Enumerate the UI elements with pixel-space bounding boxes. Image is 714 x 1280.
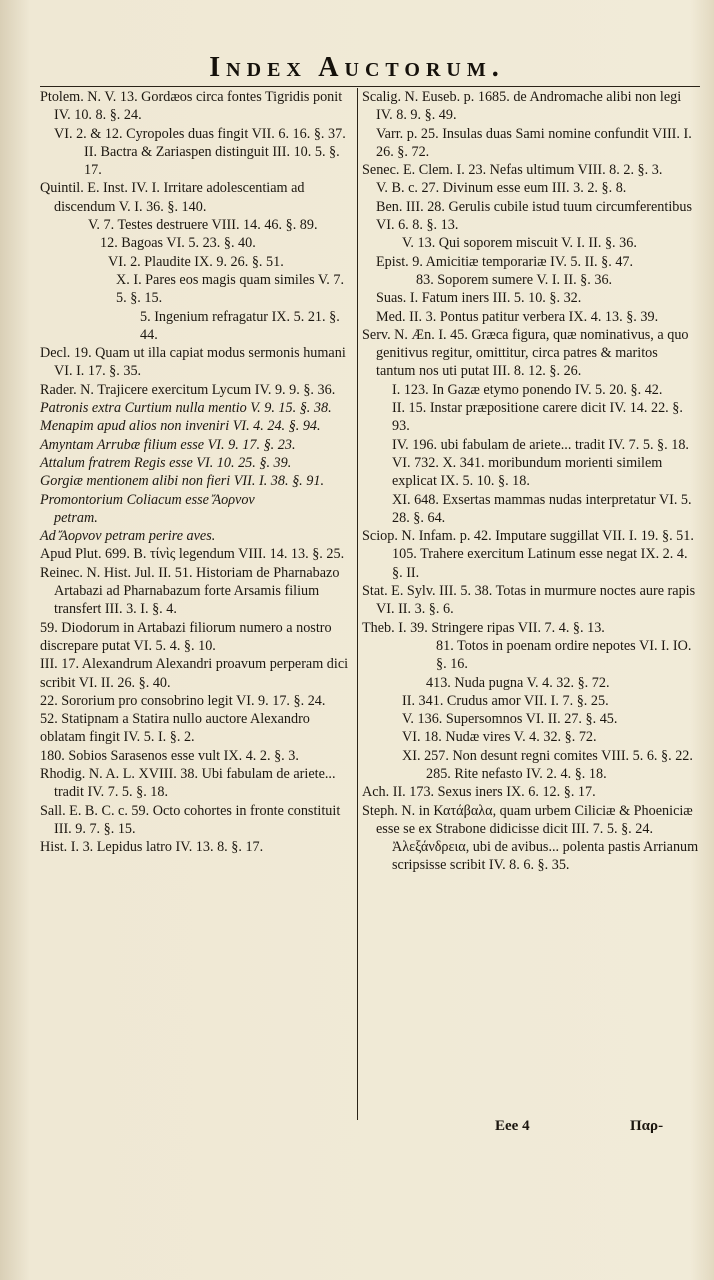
index-entry: V. B. c. 27. Divinum esse eum III. 3. 2. §. 8. (376, 180, 627, 197)
index-entry: Amyntam Arrubæ filium esse VI. 9. 17. §. 23. (40, 436, 296, 453)
index-entry: 105. Trahere exercitum Latinum esse negat IX. 2. 4. §. II. (392, 546, 688, 581)
index-entry: 59. Diodorum in Artabazi filiorum numero a nostro discrepare putat VI. 5. 4. §. 10. (40, 619, 332, 654)
index-entry: Theb. I. 39. Stringere ripas VII. 7. 4. §. 13. (362, 619, 605, 636)
index-entry: Reinec. N. Hist. Jul. II. 51. Historiam de Pharnabazo Artabazi ad Pharnabazum forte Arsamis filium transfert III. 3. I. §. 4. (40, 564, 340, 618)
index-entry: Ben. III. 28. Gerulis cubile istud tuum circumferentibus VI. 6. 8. §. 13. (376, 198, 692, 234)
index-entry: Steph. N. in Κατάβαλα, quam urbem Ciliciæ & Phoeniciæ esse se ex Strabone didicisse dicit III. 7. 5. §. 24. (362, 802, 693, 837)
index-entry: Ἀλεξάνδρεια, ubi de avibus... polenta pastis Arrianum scripsisse scribit IV. 8. 6. §. 35. (392, 839, 699, 874)
index-entry: Hist. I. 3. Lepidus latro IV. 13. 8. §. 17. (40, 839, 264, 856)
index-entry: Decl. 19. Quam ut illa capiat modus sermonis humani VI. I. 17. §. 35. (40, 345, 346, 380)
index-entry: 83. Soporem sumere V. I. II. §. 36. (416, 271, 613, 288)
index-entry: VI. 18. Nudæ vires V. 4. 32. §. 72. (402, 729, 597, 746)
column-divider (357, 88, 358, 1120)
index-entry: Epist. 9. Amicitiæ temporariæ IV. 5. II. §. 47. (376, 253, 634, 270)
index-entry: 5. Ingenium refragatur IX. 5. 21. §. 44. (140, 308, 340, 343)
index-entry: Quintil. E. Inst. IV. I. Irritare adolescentiam ad discendum V. I. 36. §. 140. (40, 180, 305, 215)
index-entry: II. Bactra & Zariaspen distinguit III. 10. 5. §. 17. (84, 143, 340, 179)
index-entry: Stat. E. Sylv. III. 5. 38. Totas in murmure noctes aure rapis VI. II. 3. §. 6. (362, 583, 696, 618)
catchword: Παρ- (630, 1118, 664, 1134)
index-entry: Sciop. N. Infam. p. 42. Imputare suggillat VII. I. 19. §. 51. (362, 528, 694, 545)
index-entry: Ptolem. N. V. 13. Gordæos circa fontes Tigridis ponit IV. 10. 8. §. 24. (40, 89, 343, 124)
index-entry: VI. 732. X. 341. moribundum morienti similem explicat IX. 5. 10. §. 18. (392, 454, 663, 490)
left-column (40, 88, 353, 856)
index-entry: 12. Bagoas VI. 5. 23. §. 40. (100, 235, 256, 252)
index-entry: Rader. N. Trajicere exercitum Lycum IV. 9. 9. §. 36. (40, 381, 336, 398)
index-entry: Apud Plut. 699. B. τίνὶς legendum VIII. 14. 13. §. 25. (40, 546, 345, 563)
index-entry: Menapim apud alios non inveniri VI. 4. 24. §. 94. (40, 418, 321, 435)
index-entry: Serv. N. Æn. I. 45. Græca figura, quæ nominativus, a quo genitivus regitur, omittitur, circa patres & maritos tantum nos uti putat III. 8. 12. §. 26. (362, 326, 689, 380)
title-rule (40, 86, 700, 87)
index-entry: V. 136. Supersomnos VI. II. 27. §. 45. (402, 711, 618, 728)
index-entry: 81. Totos in poenam ordire nepotes VI. I. IO. §. 16. (436, 637, 692, 673)
index-entry: IV. 196. ubi fabulam de ariete... tradit IV. 7. 5. §. 18. (392, 436, 689, 453)
index-entry: Sall. E. B. C. c. 59. Octo cohortes in fronte constituit III. 9. 7. §. 15. (40, 802, 341, 837)
index-entry: Rhodig. N. A. L. XVIII. 38. Ubi fabulam de ariete... tradit IV. 7. 5. §. 18. (40, 765, 336, 801)
index-entry: 52. Statipnam a Statira nullo auctore Alexandro oblatam fingit IV. 5. I. §. 2. (40, 711, 310, 746)
index-entry: I. 123. In Gazæ etymo ponendo IV. 5. 20. §. 42. (392, 381, 663, 398)
index-entry: VI. 2. Plaudite IX. 9. 26. §. 51. (108, 253, 284, 270)
index-entry: XI. 648. Exsertas mammas nudas interpretatur VI. 5. 28. §. 64. (392, 491, 692, 526)
index-entry: 22. Sororium pro consobrino legit VI. 9. 17. §. 24. (40, 692, 326, 709)
index-entry: VI. 2. & 12. Cyropoles duas fingit VII. 6. 16. §. 37. (54, 125, 346, 142)
index-entry: V. 13. Qui soporem miscuit V. I. II. §. 36. (402, 235, 637, 252)
index-entry: Attalum fratrem Regis esse VI. 10. 25. §. 39. (40, 454, 292, 471)
right-column (362, 88, 700, 875)
index-entry: 413. Nuda pugna V. 4. 32. §. 72. (426, 674, 610, 691)
index-entry: Patronis extra Curtium nulla mentio V. 9. 15. §. 38. (40, 400, 332, 417)
index-entry: Gorgiæ mentionem alibi non fieri VII. I. 38. §. 91. (40, 473, 324, 490)
page-title: Index Auctorum. (209, 52, 505, 83)
index-entry: II. 341. Crudus amor VII. I. 7. §. 25. (402, 692, 609, 709)
index-entry: XI. 257. Non desunt regni comites VIII. 5. 6. §. 22. (402, 747, 693, 764)
index-entry: Suas. I. Fatum iners III. 5. 10. §. 32. (376, 290, 582, 307)
index-entry: V. 7. Testes destruere VIII. 14. 46. §. 89. (88, 217, 318, 234)
index-entry: III. 17. Alexandrum Alexandri proavum perperam dici scribit VI. II. 26. §. 40. (40, 656, 349, 691)
index-entry: 180. Sobios Sarasenos esse vult IX. 4. 2. §. 3. (40, 747, 299, 764)
index-entry: Scalig. N. Euseb. p. 1685. de Andromache alibi non legi IV. 8. 9. §. 49. (362, 89, 682, 124)
index-entry: Senec. E. Clem. I. 23. Nefas ultimum VIII. 8. 2. §. 3. (362, 162, 663, 179)
index-entry: Promontorium Coliacum esse Ἄορνον petram. (40, 491, 255, 526)
index-entry: II. 15. Instar præpositione carere dicit IV. 14. 22. §. 93. (392, 400, 683, 435)
index-entry: Ad Ἄορνον petram perire aves. (40, 528, 216, 545)
index-entry: 285. Rite nefasto IV. 2. 4. §. 18. (426, 765, 607, 782)
index-entry: X. I. Pares eos magis quam similes V. 7. 5. §. 15. (116, 271, 345, 307)
index-entry: Ach. II. 173. Sexus iners IX. 6. 12. §. 17. (362, 784, 596, 801)
index-entry: Varr. p. 25. Insulas duas Sami nomine confundit VIII. I. 26. §. 72. (376, 125, 692, 160)
index-entry: Med. II. 3. Pontus patitur verbera IX. 4. 13. §. 39. (376, 308, 659, 325)
signature-mark: Eee 4 (495, 1118, 530, 1134)
